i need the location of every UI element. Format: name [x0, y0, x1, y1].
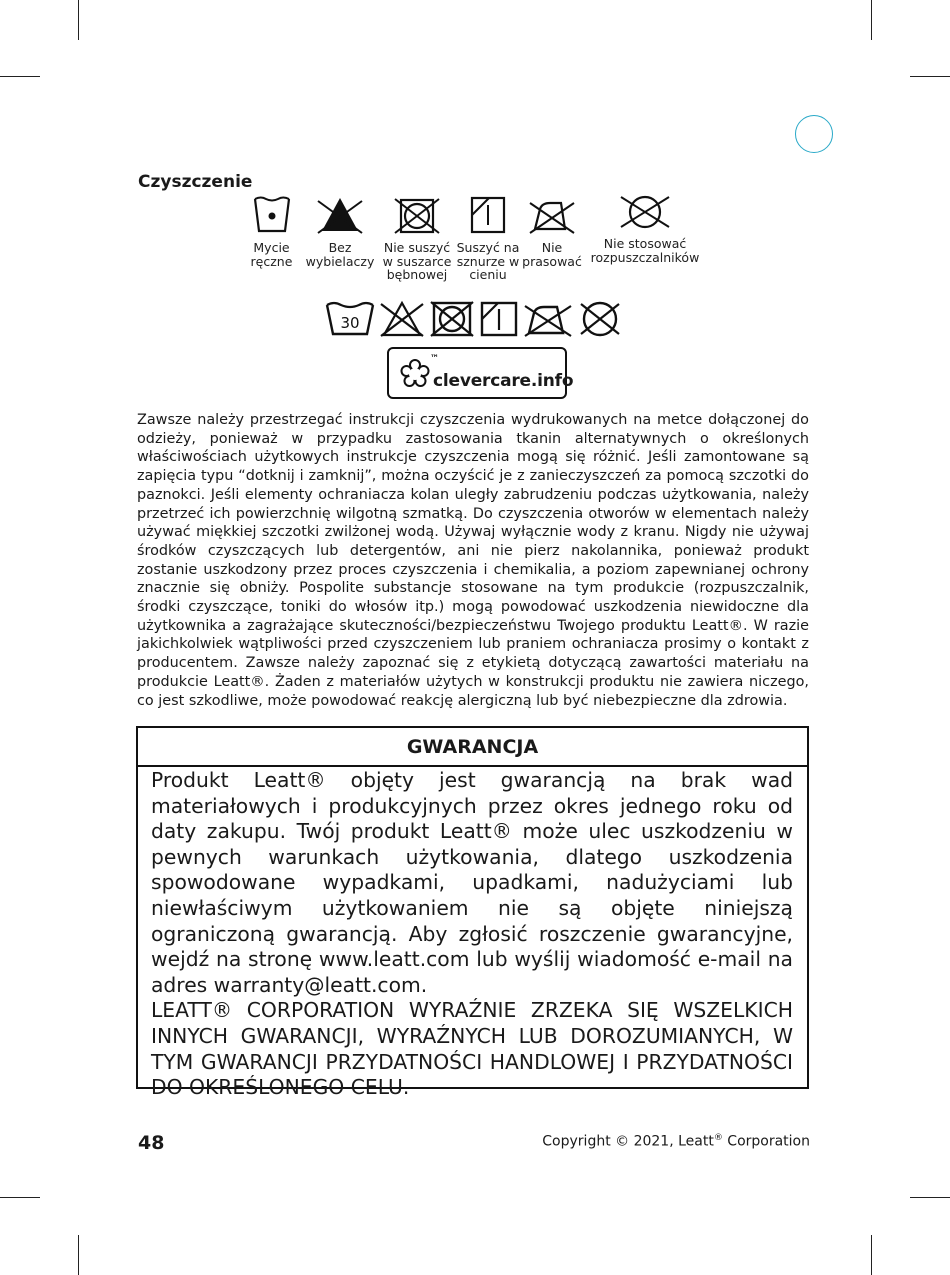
- crop-mark: [0, 76, 40, 77]
- no-tumble-dry-icon: [392, 195, 442, 237]
- clevercare-name: clevercare.info: [433, 371, 574, 391]
- warranty-paragraph: Produkt Leatt® objęty jest gwarancją na brak wad materiałowych i produkcyjnych przez okres jednego roku od daty zakupu. Twój produkt Leatt® może ulec uszkodzeniu w pewnych warunkach użytkowania, dlatego uszkodzenia spowodowane wypadkami, upadkami, nadużyciami lub niewłaściwym użytkowaniem nie są objęte niniejszą ograniczoną gwarancją. Aby zgłosić roszczenie gwarancyjne, wejdź na stronę www.leatt.com lub wyślij wiadomość e-mail na adres warranty@leatt.com.: [151, 768, 793, 997]
- copyright-notice: Copyright © 2021, Leatt® Corporation: [542, 1133, 810, 1150]
- crop-mark: [78, 0, 79, 40]
- care-label-strip: [325, 300, 623, 338]
- no-dry-clean-icon: [617, 193, 673, 233]
- section-heading: Czyszczenie: [138, 172, 253, 192]
- page-number: 48: [138, 1132, 165, 1154]
- no-bleach-icon: [312, 195, 368, 237]
- care-symbol-no-dry-clean: Nie stosować rozpuszczalników: [588, 193, 702, 264]
- hand-wash-icon: [252, 195, 292, 237]
- line-dry-shade-icon: [468, 195, 508, 237]
- care-symbol-line-dry-shade: Suszyć na sznurze w cieniu: [455, 195, 521, 282]
- care-symbol-no-bleach: Bez wybielaczy: [303, 195, 377, 268]
- care-symbol-hand-wash: Mycie ręczne: [244, 195, 299, 268]
- wash-temperature: 30: [340, 314, 360, 332]
- circle-marker-icon: [795, 115, 833, 153]
- crop-mark: [0, 1197, 40, 1198]
- crop-mark: [910, 76, 950, 77]
- no-iron-icon: [527, 195, 577, 237]
- crop-mark: [871, 1235, 872, 1275]
- care-symbol-no-tumble-dry: Nie suszyć w suszarce bębnowej: [380, 195, 454, 282]
- no-dry-clean-icon: [577, 300, 623, 338]
- warranty-title: GWARANCJA: [138, 728, 807, 767]
- warranty-box: [136, 726, 809, 1100]
- crop-mark: [78, 1235, 79, 1275]
- trademark-mark: ™: [430, 354, 439, 364]
- no-bleach-outline-icon: [379, 300, 425, 338]
- warranty-disclaimer: LEATT® CORPORATION WYRAŹNIE ZRZEKA SIĘ WSZELKICH INNYCH GWARANCJI, WYRAŹNYCH LUB DOROZUMIANYCH, W TYM GWARANCJI PRZYDATNOŚCI HANDLOWEJ I PRZYDATNOŚCI DO OKREŚLONEGO CELU.: [151, 998, 793, 1100]
- crop-mark: [910, 1197, 950, 1198]
- clevercare-flower-icon: [399, 358, 431, 390]
- wash-30-icon: [325, 300, 375, 338]
- clevercare-logo: [387, 347, 574, 399]
- line-dry-shade-icon: [479, 300, 519, 338]
- crop-mark: [871, 0, 872, 40]
- no-tumble-dry-icon: [429, 300, 475, 338]
- cleaning-instructions-text: Zawsze należy przestrzegać instrukcji czyszczenia wydrukowanych na metce dołączonej do odzieży, ponieważ w przypadku zastosowania tkanin alternatywnych o określonych właściwościach użytkowych instrukcje czyszczenia mogą się różnić. Jeśli zamontowane są zapięcia typu “dotknij i zamknij”, można oczyścić je z zanieczyszczeń za pomocą szczotki do paznokci. Jeśli elementy ochraniacza kolan uległy zabrudzeniu podczas użytkowania, należy przetrzeć ich powierzchnię wilgotną szmatką. Do czyszczenia otworów w elementach należy używać miękkiej szczotki zwilżonej wodą. Używaj wyłącznie wody z kranu. Nigdy nie używaj środków czyszczących lub detergentów, ani nie pierz nakolannika, ponieważ produkt zostanie uszkodzony przez proces czyszczenia i chemikalia, a poziom zapewnianej ochrony znacznie się obniży. Pospolite substancje stosowane na tym produkcie (rozpuszczalnik, środki czyszczące, toniki do włosów itp.) mogą powodować uszkodzenia niewidoczne dla użytkownika a zagrażające skuteczności/bezpieczeństwu Twojego produktu Leatt®. W razie jakichkolwiek wątpliwości przed czyszczeniem lub praniem ochraniacza prosimy o kontakt z producentem. Zawsze należy zapoznać się z etykietą dotyczącą zawartości materiału na produkcie Leatt®. Żaden z materiałów użytych w konstrukcji produktu nie zawiera niczego, co jest szkodliwe, może powodować reakcję alergiczną lub być niebezpieczne dla zdrowia.: [137, 412, 809, 709]
- care-symbol-no-iron: Nie prasować: [521, 195, 583, 268]
- no-iron-icon: [523, 300, 573, 338]
- warranty-body: [138, 767, 807, 1101]
